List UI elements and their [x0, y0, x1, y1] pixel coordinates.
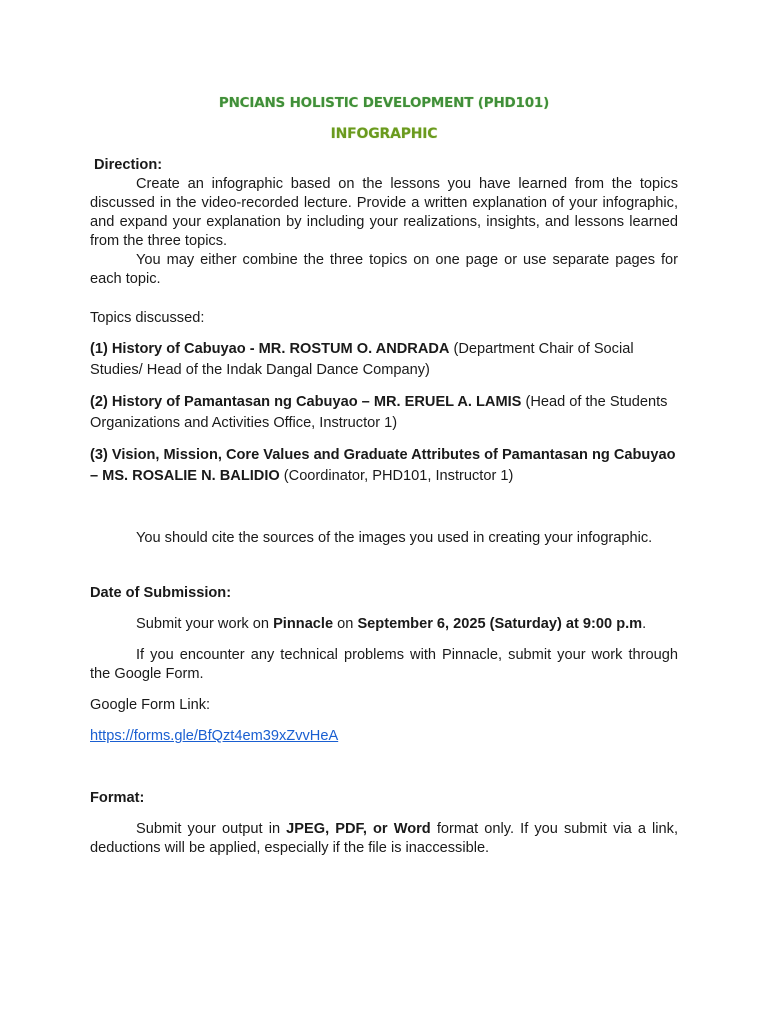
format-types: JPEG, PDF, or Word: [286, 821, 431, 837]
topic-2-title: (2) History of Pamantasan ng Cabuyao – MR. ERUEL A. LAMIS: [90, 394, 522, 410]
google-form-label: Google Form Link:: [90, 697, 211, 713]
topic-1-title: (1) History of Cabuyao - MR. ROSTUM O. ANDRADA: [90, 341, 450, 357]
topic-1-detail: (Department Chair of Social Studies/ Head of the Indak Dangal Dance Company): [90, 341, 634, 378]
format-label: Format:: [90, 790, 145, 806]
document-title: PNCIANS HOLISTIC DEVELOPMENT (PHD101): [218, 95, 550, 111]
topic-2-detail: (Head of the Students Organizations and Activities Office, Instructor 1): [90, 394, 668, 431]
submission-fallback: If you encounter any technical problems with Pinnacle, submit your work through the Google Form.: [90, 647, 678, 682]
topics-intro: Topics discussed:: [90, 310, 205, 326]
direction-paragraph-2: You may either combine the three topics on one page or use separate pages for each topic.: [90, 252, 678, 287]
cite-note: You should cite the sources of the images you used in creating your infographic.: [136, 530, 653, 546]
direction-label: Direction:: [94, 157, 163, 173]
format-pre: Submit your output in: [136, 821, 287, 837]
submission-end: .: [642, 616, 647, 632]
format-post: format only. If you submit via a link, deductions will be applied, especially if the file is inaccessible.: [90, 821, 679, 856]
submission-deadline: September 6, 2025 (Saturday) at 9:00 p.m: [357, 616, 643, 632]
submission-platform: Pinnacle: [273, 616, 334, 632]
topic-item-2: [90, 392, 678, 434]
topic-item-1: [90, 339, 678, 381]
submission-line: [90, 615, 678, 634]
submission-mid: on: [333, 616, 358, 632]
document-page: [90, 92, 678, 858]
google-form-link[interactable]: https://forms.gle/BfQzt4em39xZvvHeA: [90, 728, 339, 744]
direction-paragraph-1: Create an infographic based on the lessons you have learned from the topics discussed in the video-recorded lecture. Provide a written explanation of your infographic, and expand your explanation by including your realizations, insights, and lessons learned from the three topics.: [90, 176, 678, 249]
submission-label: Date of Submission:: [90, 585, 232, 601]
topic-3-title: (3) Vision, Mission, Core Values and Graduate Attributes of Pamantasan ng Cabuyao – MS. ROSALIE N. BALIDIO: [90, 447, 676, 484]
submission-pre: Submit your work on: [136, 616, 274, 632]
document-subtitle: INFOGRAPHIC: [330, 126, 438, 142]
topic-3-detail: (Coordinator, PHD101, Instructor 1): [279, 468, 514, 484]
topic-item-3: [90, 445, 678, 487]
format-line: [90, 820, 678, 858]
